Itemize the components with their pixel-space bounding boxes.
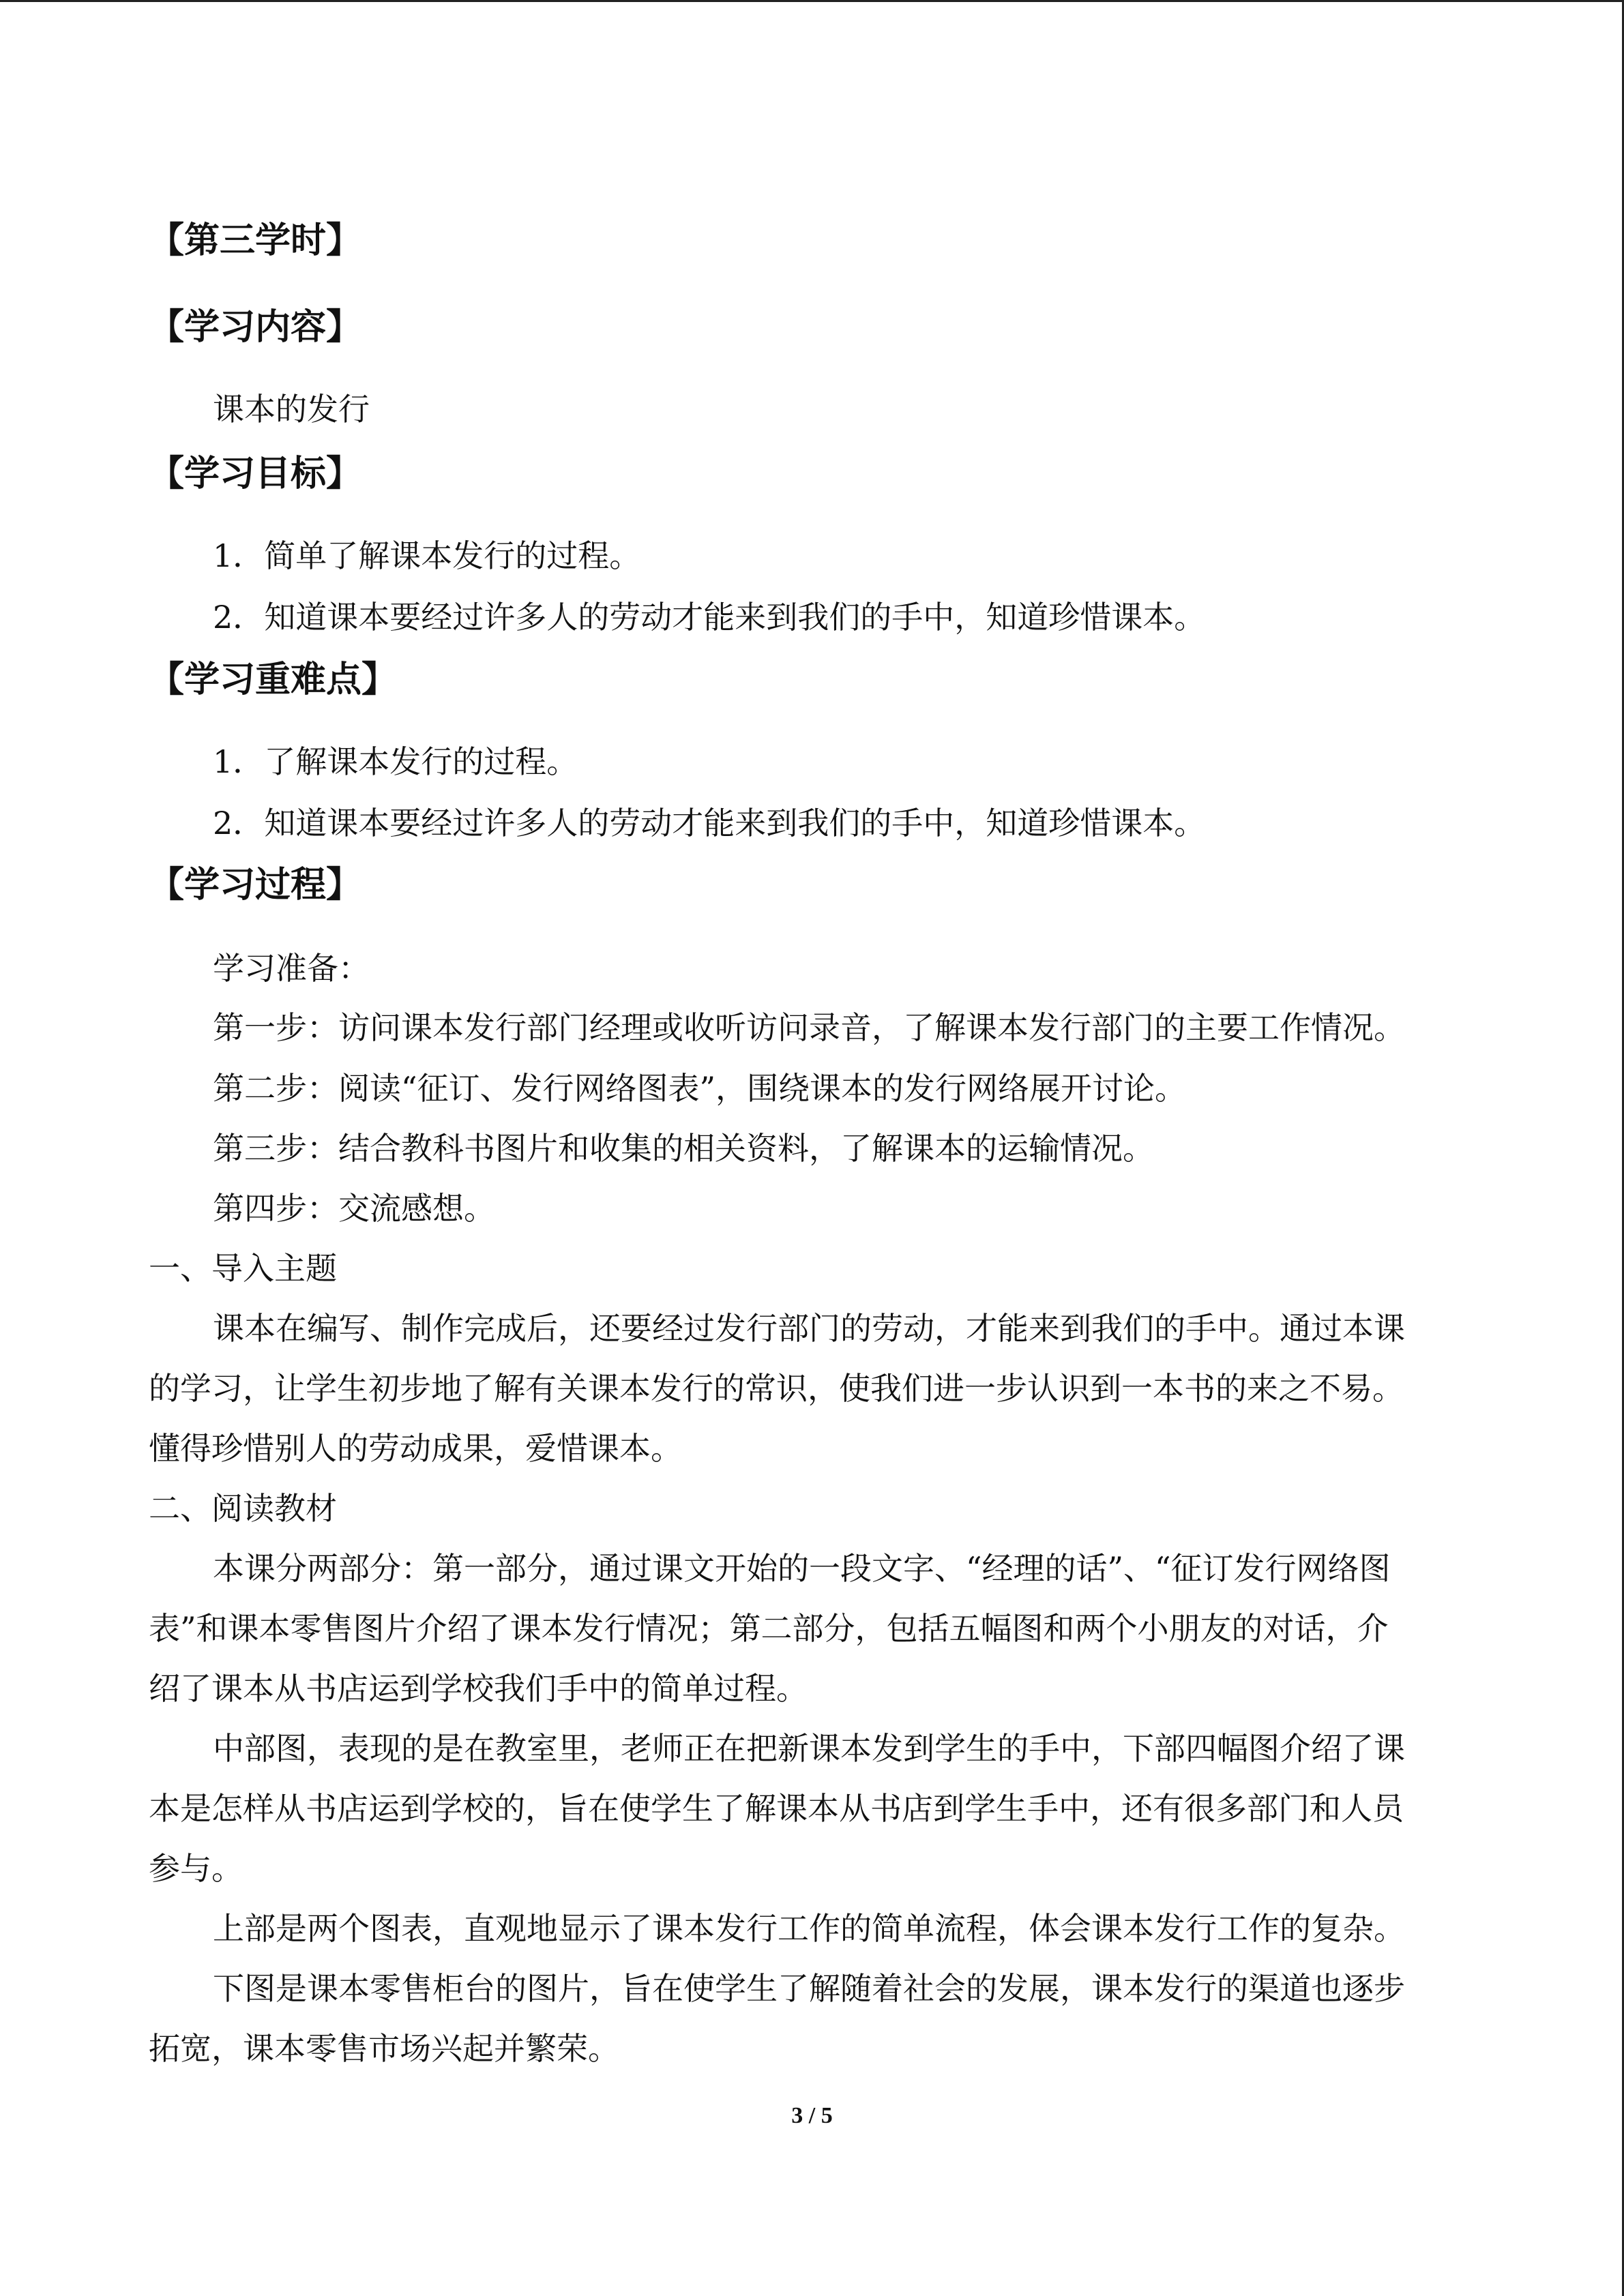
preparation-line: 第二步：阅读“征订、发行网络图表”，围绕课本的发行网络展开讨论。: [213, 1070, 1187, 1107]
paragraph-line: 本课分两部分：第一部分，通过课文开始的一段文字、“经理的话”、“征订发行网络图: [213, 1550, 1391, 1587]
process-heading: 【学习过程】: [149, 865, 362, 906]
period-heading: 【第三学时】: [149, 220, 362, 261]
paragraph-line: 上部是两个图表，直观地显示了课本发行工作的简单流程，体会课本发行工作的复杂。: [213, 1910, 1405, 1947]
key-point-item: 1．了解课本发行的过程。: [213, 743, 578, 780]
preparation-line: 学习准备：: [213, 950, 370, 987]
paragraph-line: 本是怎样从书店运到学校的，旨在使学生了解课本从书店到学生手中，还有很多部门和人员: [149, 1790, 1404, 1827]
paragraph-line: 绍了课本从书店运到学校我们手中的简单过程。: [149, 1670, 808, 1707]
content-heading: 【学习内容】: [149, 307, 362, 348]
paragraph-line: 表”和课本零售图片介绍了课本发行情况；第二部分，包括五幅图和两个小朋友的对话，介: [149, 1610, 1389, 1647]
key-point-item: 2．知道课本要经过许多人的劳动才能来到我们的手中，知道珍惜课本。: [213, 805, 1206, 841]
content-text: 课本的发行: [213, 391, 370, 428]
paragraph-line: 的学习，让学生初步地了解有关课本发行的常识，使我们进一步认识到一本书的来之不易。: [149, 1370, 1404, 1407]
goal-item: 2．知道课本要经过许多人的劳动才能来到我们的手中，知道珍惜课本。: [213, 599, 1206, 636]
paragraph-line: 下图是课本零售柜台的图片，旨在使学生了解随着社会的发展，课本发行的渠道也逐步: [213, 1970, 1405, 2007]
goal-item: 1．简单了解课本发行的过程。: [213, 537, 641, 574]
paragraph-line: 拓宽，课本零售市场兴起并繁荣。: [149, 2030, 619, 2067]
paragraph-line: 中部图，表现的是在教室里，老师正在把新课本发到学生的手中，下部四幅图介绍了课: [213, 1730, 1405, 1767]
preparation-line: 第四步：交流感想。: [213, 1190, 495, 1227]
paragraph-line: 懂得珍惜别人的劳动成果，爱惜课本。: [149, 1430, 682, 1467]
page-border-top: [0, 0, 1624, 2]
preparation-line: 第一步：访问课本发行部门经理或收听访问录音，了解课本发行部门的主要工作情况。: [213, 1009, 1405, 1046]
section-title-intro: 一、导入主题: [149, 1250, 337, 1287]
section-title-reading: 二、阅读教材: [149, 1490, 337, 1527]
key-points-heading: 【学习重难点】: [149, 659, 398, 700]
paragraph-line: 课本在编写、制作完成后，还要经过发行部门的劳动，才能来到我们的手中。通过本课: [213, 1310, 1405, 1347]
preparation-line: 第三步：结合教科书图片和收集的相关资料，了解课本的运输情况。: [213, 1130, 1154, 1167]
page-number: 3 / 5: [791, 2103, 833, 2128]
goals-heading: 【学习目标】: [149, 453, 362, 494]
paragraph-line: 参与。: [149, 1850, 243, 1887]
